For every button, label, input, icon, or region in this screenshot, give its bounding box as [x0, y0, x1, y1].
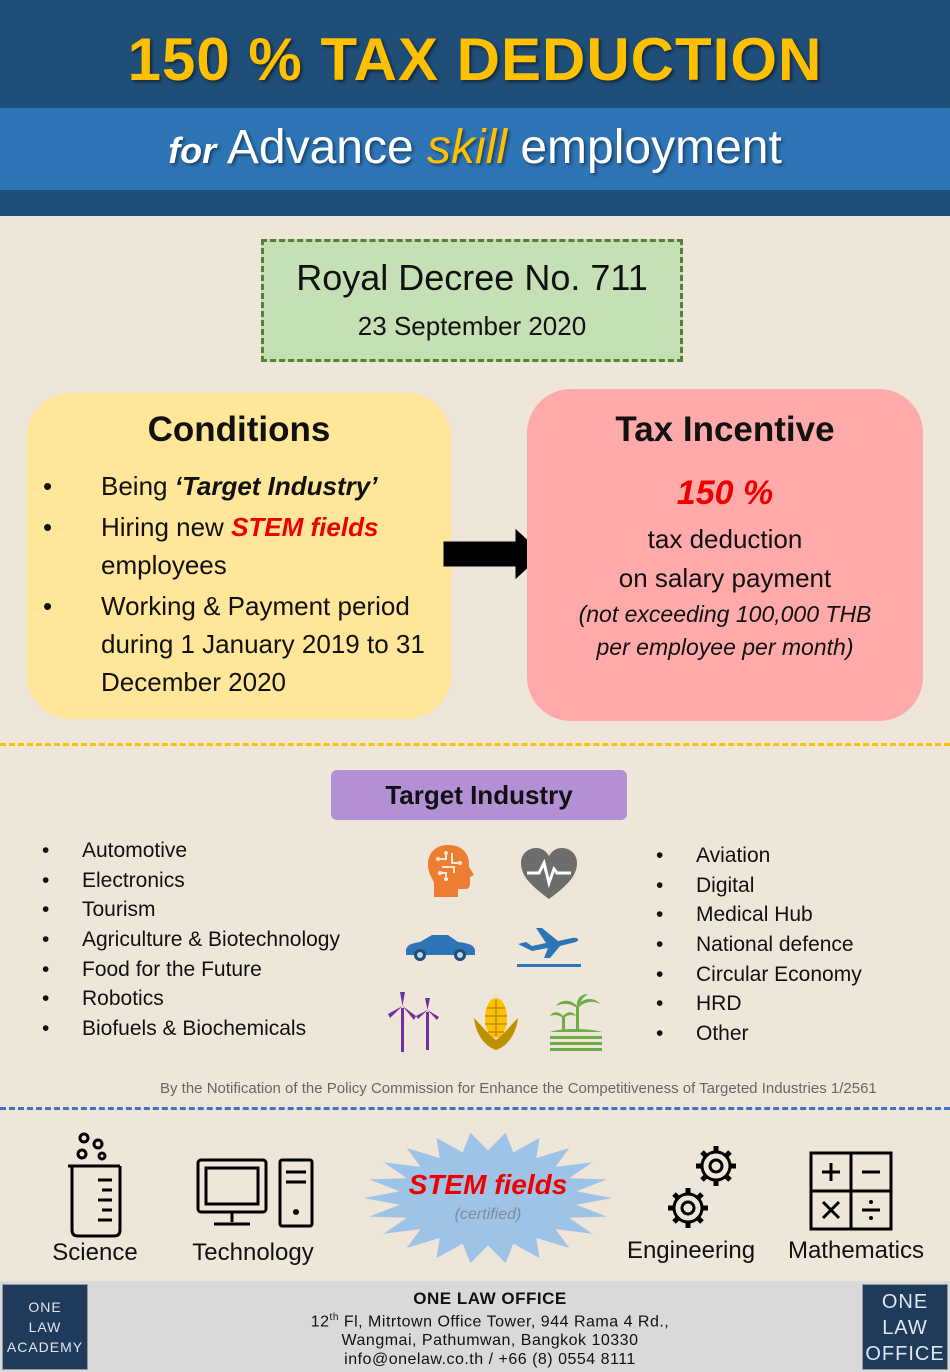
subtitle-skill: skill [427, 121, 508, 174]
footer-contact [200, 1289, 780, 1369]
stem-certified: (certified) [454, 1206, 522, 1223]
list-item: • Other [656, 1019, 936, 1049]
target-industry-list-right [656, 841, 936, 1049]
tax-incentive-line1: tax deduction [647, 524, 803, 554]
car-icon [402, 929, 478, 963]
stem-science-label: Science [52, 1239, 138, 1266]
condition-item [43, 467, 453, 505]
corn-icon [470, 996, 522, 1052]
condition-item [43, 508, 453, 584]
target-industry-list-left [42, 836, 402, 1044]
list-item: • HRD [656, 989, 936, 1019]
notification-source: By the Notification of the Policy Commission for Enhance the Competitiveness of Targeted Industries 1/2561 [160, 1080, 877, 1097]
logo-left-line1: ONE [28, 1299, 62, 1315]
royal-decree-box [261, 239, 683, 362]
airplane-icon [516, 924, 582, 970]
one-law-office-logo [862, 1284, 948, 1370]
conditions-card [27, 393, 451, 719]
footer-address-line2: Wangmai, Pathumwan, Bangkok 10330 [341, 1332, 639, 1350]
list-item: • Agriculture & Biotechnology [42, 925, 402, 955]
heartbeat-icon [519, 847, 579, 901]
condition-1-text: Being [101, 471, 175, 501]
brain-head-icon [424, 843, 476, 899]
condition-item [43, 587, 453, 701]
header-bottom-band [0, 190, 950, 216]
condition-2-tail: employees [101, 550, 227, 580]
decree-date: 23 September 2020 [357, 311, 587, 341]
list-item: • Aviation [656, 841, 936, 871]
wind-turbine-icon [386, 990, 442, 1054]
logo-right-line3: OFFICE [865, 1343, 945, 1365]
list-item: • Biofuels & Biochemicals [42, 1014, 402, 1044]
math-operators-icon [808, 1150, 894, 1232]
tax-incentive-line3: (not exceeding 100,000 THB [578, 601, 872, 627]
logo-left-line3: ACADEMY [6, 1339, 84, 1355]
computer-icon [194, 1156, 318, 1232]
one-law-academy-logo [2, 1284, 88, 1370]
blue-dashed-divider [0, 1107, 950, 1110]
logo-right-line1: ONE [881, 1291, 929, 1313]
addr-floor-suffix: th [329, 1312, 339, 1323]
list-item: • Food for the Future [42, 955, 402, 985]
target-industry-label: Target Industry [331, 770, 627, 820]
tax-incentive-title: Tax Incentive [615, 410, 835, 449]
condition-2-text: Hiring new [101, 512, 232, 542]
stem-technology-label: Technology [192, 1239, 314, 1266]
addr-rest: Fl, Mitrtown Office Tower, 944 Rama 4 Rd., [338, 1313, 670, 1331]
list-item: • Robotics [42, 984, 402, 1014]
stem-fields-title: STEM fields [408, 1169, 568, 1200]
stem-engineering-label: Engineering [626, 1237, 756, 1264]
list-item: • Tourism [42, 895, 402, 925]
tax-incentive-line2: on salary payment [618, 563, 832, 593]
island-icon [546, 992, 606, 1054]
page-subtitle [0, 118, 950, 181]
subtitle-advance: Advance [226, 121, 414, 174]
beaker-icon [62, 1130, 128, 1238]
list-item: • Electronics [42, 866, 402, 896]
condition-3-text: Working & Payment period during 1 January 2019 to 31 December 2020 [101, 591, 425, 697]
gears-icon [662, 1138, 744, 1234]
conditions-title: Conditions [147, 410, 331, 449]
footer-company-name: ONE LAW OFFICE [413, 1289, 567, 1308]
list-item: • National defence [656, 930, 936, 960]
footer-contact-line: info@onelaw.co.th / +66 (8) 0554 8111 [344, 1351, 636, 1369]
tax-incentive-line4: per employee per month) [596, 634, 854, 660]
condition-2-emphasis: STEM fields [231, 512, 379, 542]
list-item: • Automotive [42, 836, 402, 866]
subtitle-employment: employment [520, 121, 782, 174]
yellow-dashed-divider [0, 743, 950, 746]
logo-right-line2: LAW [882, 1317, 928, 1339]
list-item: • Circular Economy [656, 960, 936, 990]
page-title: 150 % TAX DEDUCTION [127, 26, 823, 93]
tax-incentive-percent: 150 % [676, 474, 774, 512]
condition-1-emphasis: ‘Target Industry’ [174, 471, 378, 501]
tax-incentive-card [527, 389, 923, 721]
list-item: • Digital [656, 871, 936, 901]
conditions-list [43, 467, 453, 704]
stem-mathematics-label: Mathematics [787, 1237, 925, 1264]
list-item: • Medical Hub [656, 900, 936, 930]
decree-name: Royal Decree No. 711 [296, 257, 648, 298]
logo-left-line2: LAW [28, 1319, 62, 1335]
addr-floor: 12 [310, 1313, 330, 1331]
footer-address-line1 [200, 1308, 780, 1331]
subtitle-for: for [168, 130, 217, 171]
